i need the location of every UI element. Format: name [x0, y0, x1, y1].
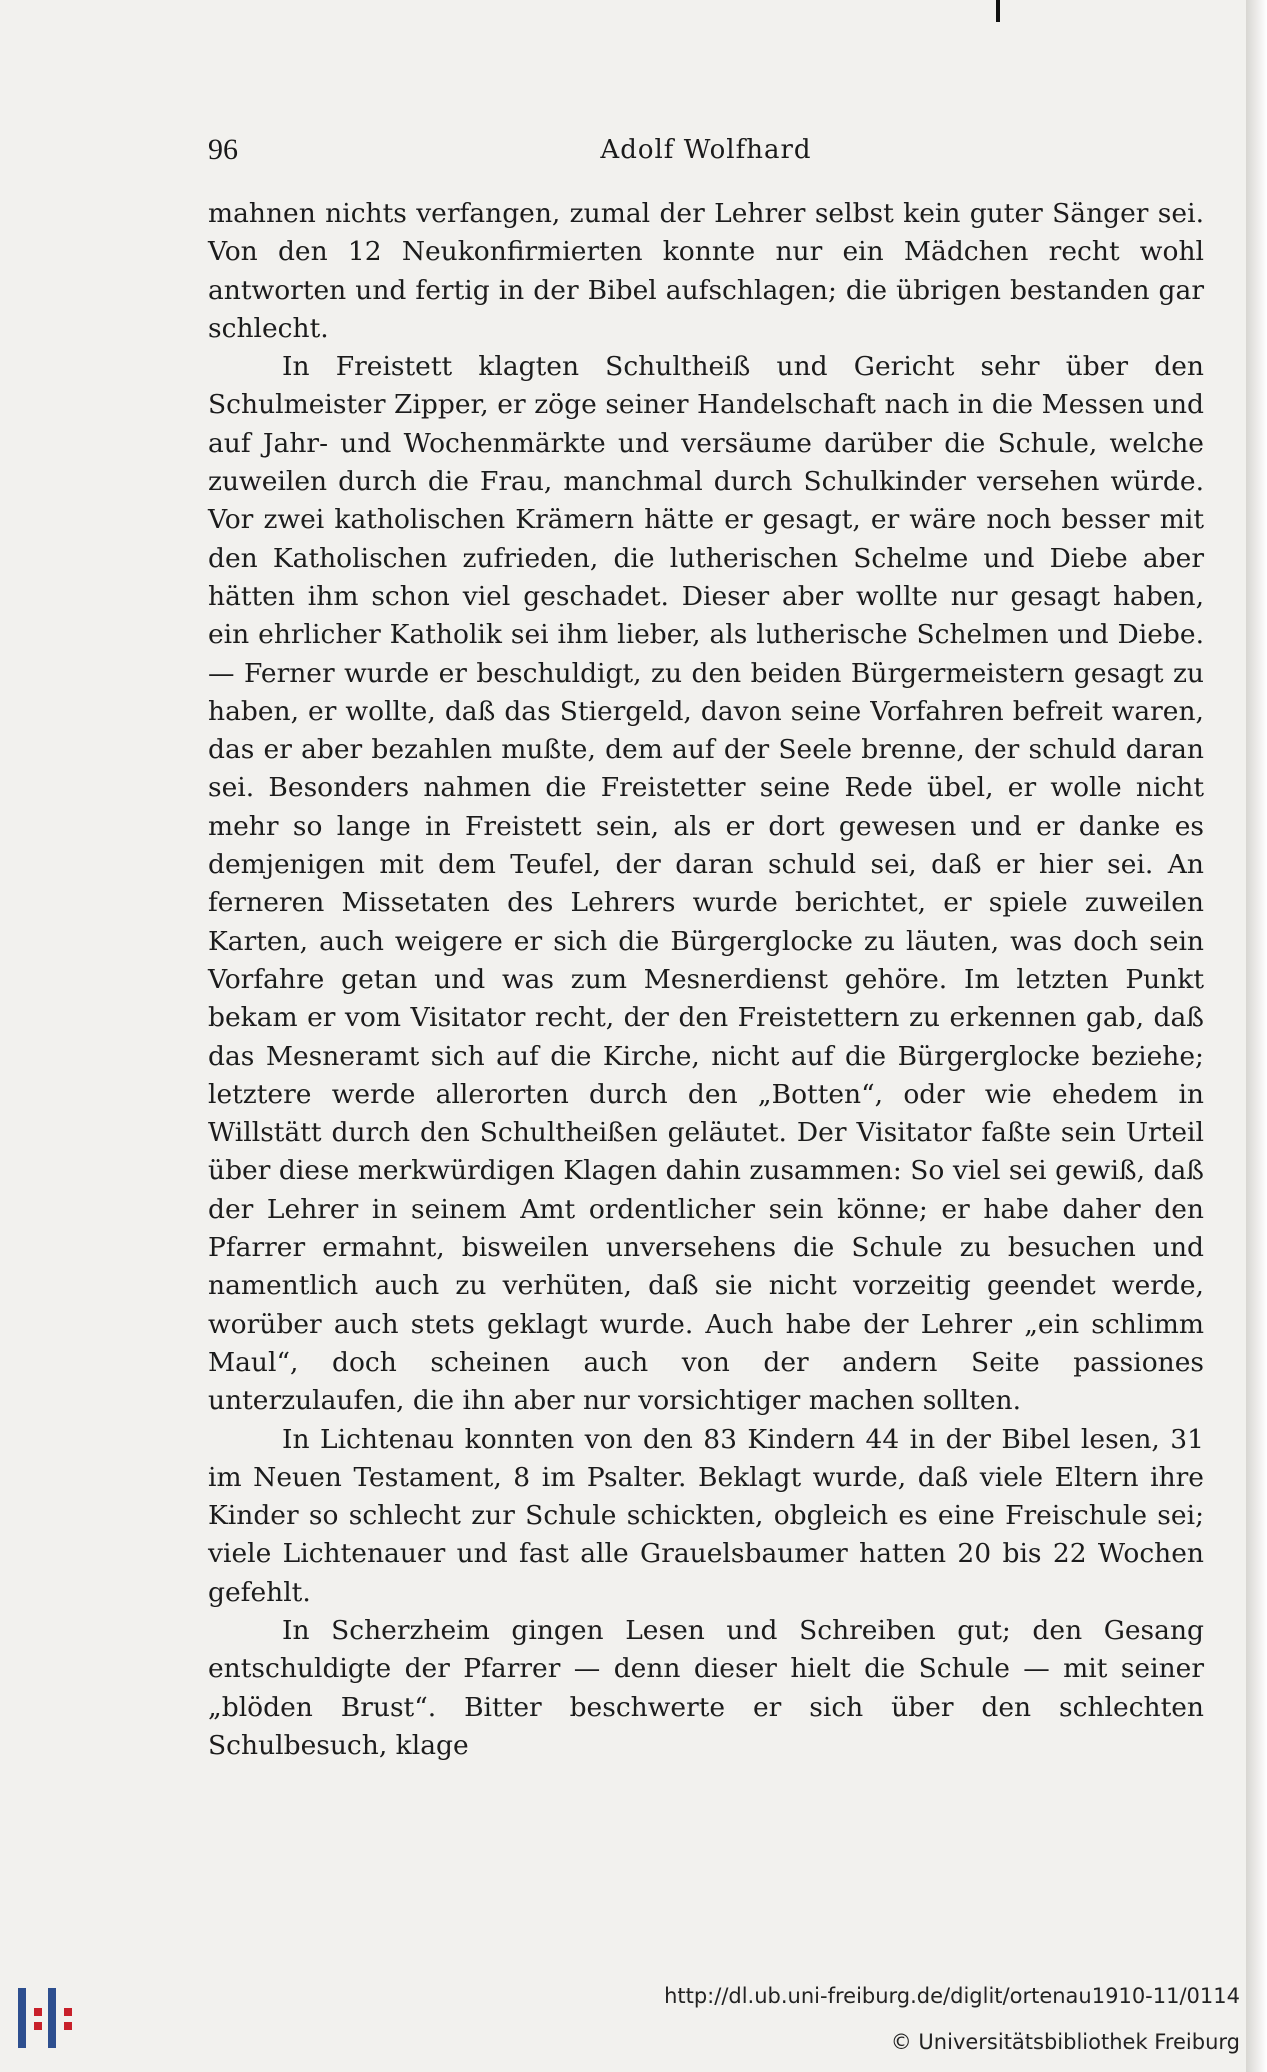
source-url-link[interactable]: http://dl.ub.uni-freiburg.de/diglit/ortenau1910-11/0114: [664, 1984, 1240, 2008]
ub-freiburg-logo-icon: [14, 1978, 84, 2060]
page-edge-shadow: [1246, 0, 1267, 2072]
running-head: Adolf Wolfhard: [600, 135, 812, 165]
copyright-notice: © Universitätsbibliothek Freiburg: [890, 2030, 1240, 2054]
paragraph: In Scherzheim gingen Lesen und Schreiben gut; den Gesang entschuldigte der Pfarrer — denn dieser hielt die Schule — mit seiner „blöden Brust“. Bitter beschwerte er sich über den schlechten Schulbesuch, klage: [208, 1614, 1204, 1761]
paragraph: In Lichtenau konnten von den 83 Kindern 44 in der Bibel lesen, 31 im Neuen Testament, 8 im Psalter. Beklagt wurde, daß viele Eltern ihre Kinder so schlecht zur Schule schickten, obgleich es eine Freischule sei; viele Lichtenauer und fast alle Grauelsbaumer hatten 20 bis 22 Wochen gefehlt.: [208, 1423, 1204, 1608]
paragraph: In Freistett klagten Schultheiß und Gericht sehr über den Schulmeister Zipper, er zöge seiner Handelschaft nach in die Messen und auf Jahr- und Wochenmärkte und versäume darüber die Schule, welche zuweilen durch die Frau, manchmal durch Schulkinder versehen würde. Vor zwei katholischen Krämern hätte er gesagt, er wäre noch besser mit den Katholischen zufrieden, die lutherischen Schelme und Diebe aber hätten ihm schon viel geschadet. Dieser aber wollte nur gesagt haben, ein ehrlicher Katholik sei ihm lieber, als lutherische Schelmen und Diebe. — Ferner wurde er beschuldigt, zu den beiden Bürgermeistern gesagt zu haben, er wollte, daß das Stiergeld, davon seine Vorfahren befreit waren, das er aber bezahlen mußte, dem auf der Seele brenne, der schuld daran sei. Besonders nahmen die Freistetter seine Rede übel, er wolle nicht mehr so lange in Freistett sein, als er dort gewesen und er danke es demjenigen mit dem Teufel, der daran schuld sei, daß er hier sei. An ferneren Missetaten des Lehrers wurde berichtet, er spiele zuweilen Karten, auch weigere er sich die Bürgerglocke zu läuten, was doch sein Vorfahre getan und was zum Mesnerdienst gehöre. Im letzten Punkt bekam er vom Visitator recht, der den Freistettern zu erkennen gab, daß das Mesneramt sich auf die Kirche, nicht auf die Bürgerglocke beziehe; letztere werde allerorten durch den „Botten“, oder wie ehedem in Willstätt durch den Schultheißen geläutet. Der Visitator faßte sein Urteil über diese merkwürdigen Klagen dahin zusammen: So viel sei gewiß, daß der Lehrer in seinem Amt ordentlicher sein könne; er habe daher den Pfarrer ermahnt, bisweilen unversehens die Schule zu besuchen und namentlich auch zu verhüten, daß sie nicht vorzeitig geendet werde, worüber auch stets geklagt wurde. Auch habe der Lehrer „ein schlimm Maul“, doch scheinen auch von der andern Seite passiones unterzulaufen, die ihn aber nur vorsichtiger machen sollten.: [208, 351, 1204, 1417]
body-text: [208, 195, 1204, 1765]
scan-marker: [996, 0, 1000, 22]
page-header: [208, 133, 1204, 173]
page-number: 96: [208, 133, 238, 166]
paragraph: mahnen nichts verfangen, zumal der Lehrer selbst kein guter Sänger sei. Von den 12 Neukonfirmierten konnte nur ein Mädchen recht wohl antworten und fertig in der Bibel aufschlagen; die übrigen bestanden gar schlecht.: [208, 198, 1204, 344]
